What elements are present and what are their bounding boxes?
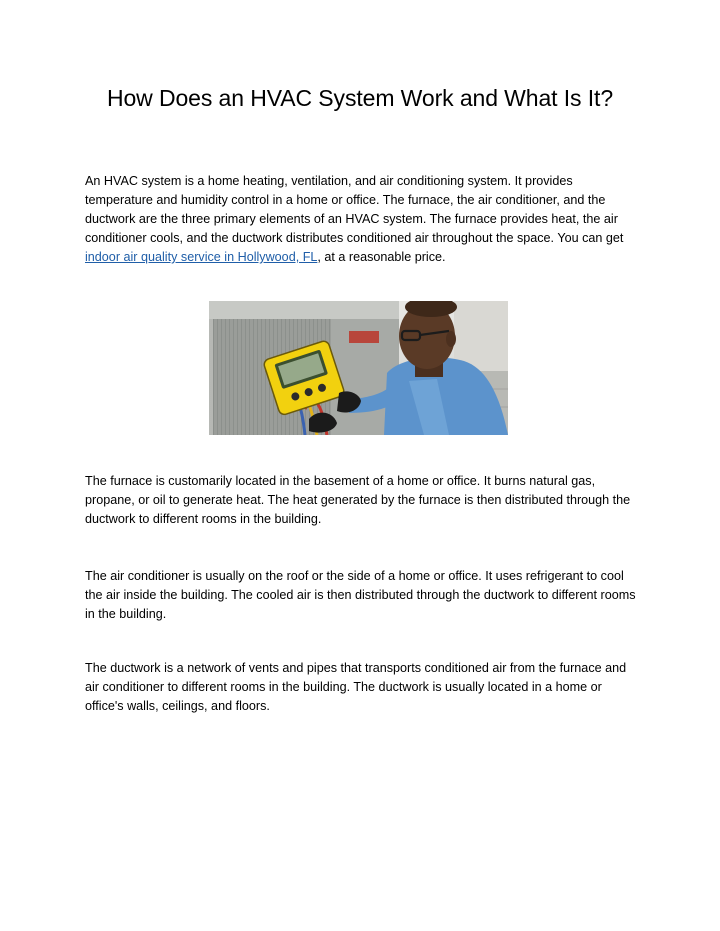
indoor-air-quality-link[interactable]: indoor air quality service in Hollywood, FL xyxy=(85,250,318,264)
page-title: How Does an HVAC System Work and What Is It? xyxy=(106,85,614,111)
air-conditioner-paragraph: The air conditioner is usually on the roof or the side of a home or office. It uses refrigerant to cool the air inside the building. The cooled air is then distributed through the ductwork to different rooms in the building. xyxy=(85,569,636,621)
technician-photo-graphic xyxy=(209,301,508,435)
intro-text-end: , at a reasonable price. xyxy=(317,250,446,264)
ductwork-paragraph: The ductwork is a network of vents and pipes that transports conditioned air from the furnace and air conditioner to different rooms in the building. The ductwork is usually located in a home or office's walls, ceilings, and floors. xyxy=(85,661,627,713)
intro-paragraph xyxy=(85,172,637,267)
furnace-paragraph: The furnace is customarily located in the basement of a home or office. It burns natural gas, propane, or oil to generate heat. The heat generated by the furnace is then distributed through the ductwork to different rooms in the building. xyxy=(85,474,631,526)
intro-text: An HVAC system is a home heating, ventilation, and air conditioning system. It provides temperature and humidity control in a home or office. The furnace, the air conditioner, and the ductwork are the three primary elements of an HVAC system. The furnace provides heat, the air conditioner cools, and the ductwork distributes conditioned air throughout the space. You can get xyxy=(85,174,624,245)
technician-photo xyxy=(209,301,508,435)
